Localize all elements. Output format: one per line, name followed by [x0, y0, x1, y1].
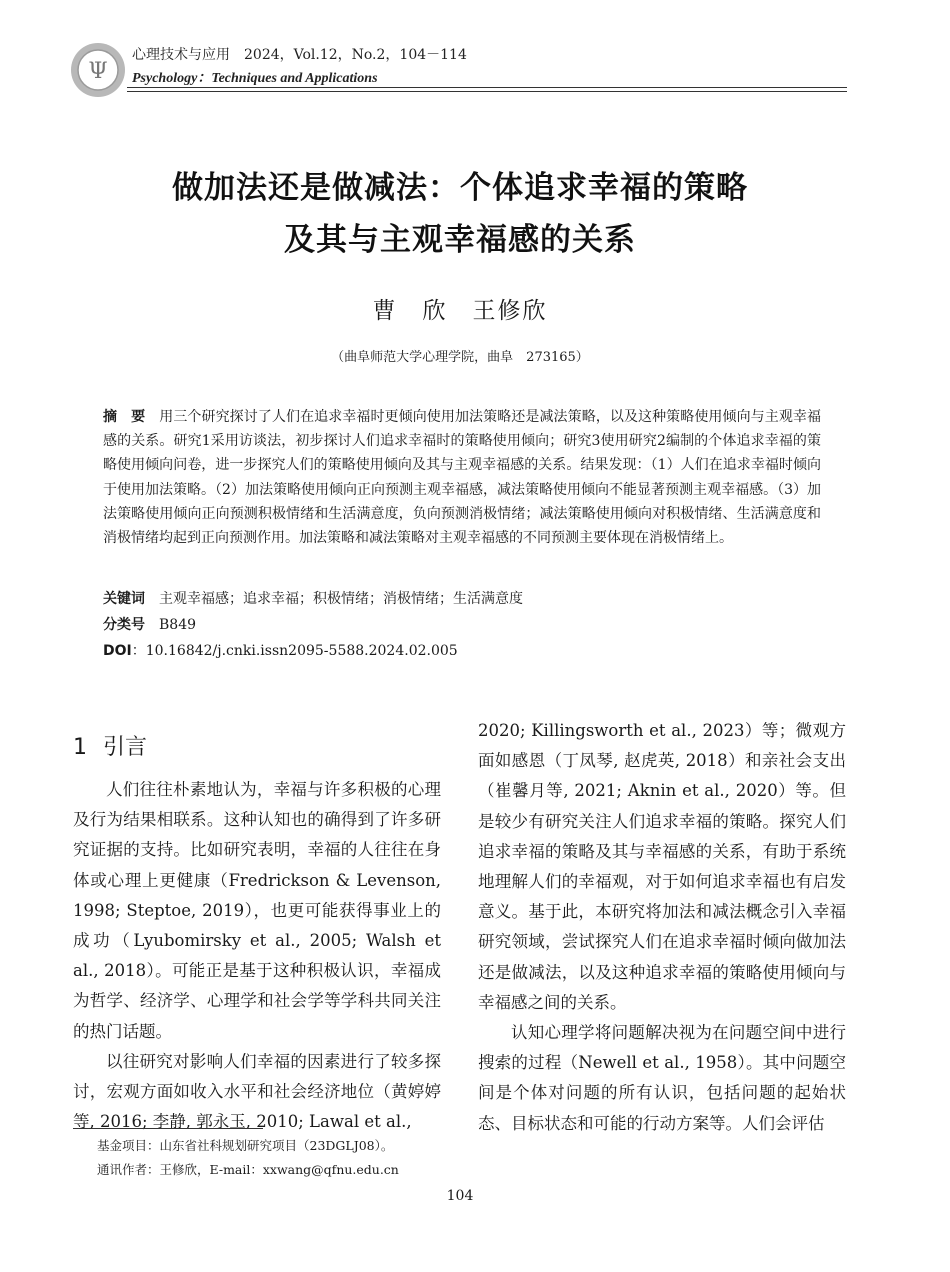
journal-citation: 心理技术与应用 2024，Vol.12，No.2，104－114 — [132, 47, 467, 63]
right-column — [478, 716, 846, 1139]
authors: 曹 欣 王修欣 — [372, 298, 548, 324]
journal-english-name: Psychology：Techniques and Applications — [132, 71, 378, 86]
header-rule — [127, 87, 847, 88]
body-paragraph-2: 以往研究对影响人们幸福的因素进行了较多探讨，宏观方面如收入水平和社会经济地位（黄婷婷等, 2016; 李静, 郭永玉, 2010; Lawal et al., — [73, 1051, 441, 1132]
body-paragraph-2-continued: 2020; Killingsworth et al., 2023）等；微观方面如感恩（丁凤琴, 赵虎英, 2018）和亲社会支出（崔馨月等, 2021; Aknin et al., 2020）等。但是较少有研究关注人们追求幸福的策略。探究人们追求幸福的策略及其与幸福感的关系，有助于系统地理解人们的幸福观，对于如何追求幸福也有启发意义。基于此，本研究将加法和减法概念引入幸福研究领域，尝试探究人们在追求幸福时倾向做加法还是做减法，以及这种追求幸福的策略使用倾向与幸福感之间的关系。 — [478, 721, 846, 1012]
abstract-label: 摘 要 — [103, 409, 146, 425]
page-number: 104 — [446, 1188, 474, 1204]
keywords — [103, 588, 523, 608]
svg-text:Ψ: Ψ — [88, 59, 108, 84]
section-number: 1 — [73, 735, 87, 760]
doi — [103, 640, 458, 660]
classification-text: B849 — [159, 617, 197, 633]
body-paragraph-3: 认知心理学将问题解决视为在问题空间中进行搜索的过程（Newell et al., 1958）。其中问题空间是个体对问题的所有认识，包括问题的起始状态、目标状态和可能的行动方案等。人们会评估 — [478, 1023, 846, 1133]
abstract-text: 用三个研究探讨了人们在追求幸福时更倾向使用加法策略还是减法策略，以及这种策略使用倾向与主观幸福感的关系。研究1采用访谈法，初步探讨人们追求幸福时的策略使用倾向；研究3使用研究2编制的个体追求幸福的策略使用倾向问卷，进一步探究人们的策略使用倾向及其与主观幸福感的关系。结果发现：（1）人们在追求幸福时倾向于使用加法策略。（2）加法策略使用倾向正向预测主观幸福感，减法策略使用倾向不能显著预测主观幸福感。（3）加法策略使用倾向正向预测积极情绪和生活满意度，负向预测消极情绪；减法策略使用倾向对积极情绪、生活满意度和消极情绪均起到正向预测作用。加法策略和减法策略对主观幸福感的不同预测主要体现在消极情绪上。 — [103, 409, 822, 547]
doi-text: ：10.16842/j.cnki.issn2095-5588.2024.02.005 — [131, 643, 458, 659]
keywords-label: 关键词 — [103, 591, 145, 607]
section-title: 引言 — [103, 735, 148, 760]
footnote-rule — [73, 1128, 263, 1129]
left-column — [73, 775, 441, 1137]
section-heading — [73, 730, 147, 761]
header-rule-thin — [127, 91, 847, 92]
classification — [103, 614, 196, 634]
classification-label: 分类号 — [103, 617, 145, 633]
affiliation: （曲阜师范大学心理学院，曲阜 273165） — [331, 350, 589, 365]
keywords-text: 主观幸福感；追求幸福；积极情绪；消极情绪；生活满意度 — [159, 591, 523, 607]
journal-seal-icon — [70, 42, 126, 98]
abstract — [103, 405, 821, 550]
body-paragraph-1: 人们往往朴素地认为，幸福与许多积极的心理及行为结果相联系。这种认知也的确得到了许多研究证据的支持。比如研究表明，幸福的人往往在身体或心理上更健康（Fredrickson & Levenson, 1998; Steptoe, 2019），也更可能获得事业上的成功（Lyubomirsky et al., 2005; Walsh et al., 2018）。可能正是基于这种积极认识，幸福成为哲学、经济学、心理学和社会学等学科共同关注的热门话题。 — [73, 780, 441, 1041]
footnote-corresponding-author: 通讯作者：王修欣，E-mail：xxwang@qfnu.edu.cn — [97, 1162, 399, 1177]
footnote-fund: 基金项目：山东省社科规划研究项目（23DGLJ08）。 — [97, 1138, 394, 1153]
paper-title-line1: 做加法还是做减法：个体追求幸福的策略 — [172, 170, 748, 206]
paper-title-line2: 及其与主观幸福感的关系 — [284, 222, 636, 258]
doi-label: DOI — [103, 643, 132, 659]
